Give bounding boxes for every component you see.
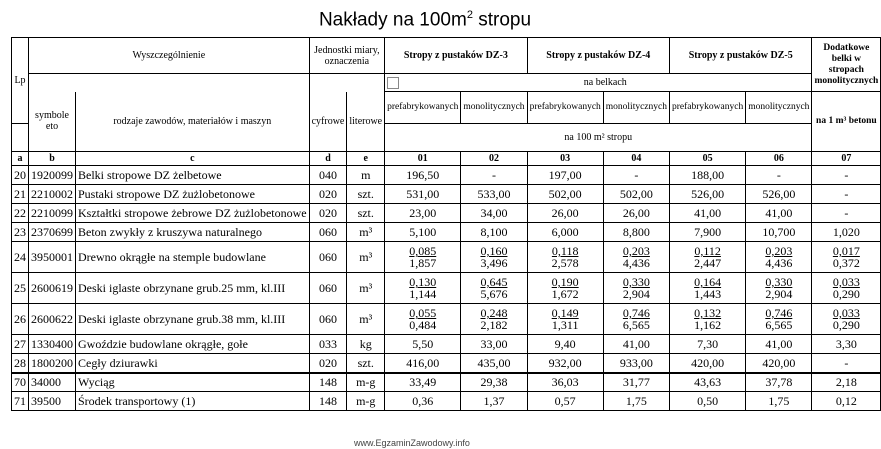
row-symbol: 2210002 [29,185,76,204]
value-bottom: 3,496 [480,256,508,270]
header-dz4: Stropy z pustaków DZ-4 [527,38,669,74]
row-lp: 71 [12,392,29,411]
row-description: Deski iglaste obrzynane grub.25 mm, kl.III [76,273,310,304]
row-value [461,273,527,304]
column-letter: 07 [812,152,881,166]
row-description: Wyciąg [76,373,310,392]
table-row [12,373,881,392]
row-description: Cegły dziurawki [76,354,310,373]
column-letter: 02 [461,152,527,166]
row-unit-code: 060 [309,304,347,335]
table-row [12,304,881,335]
value-bottom: 0,372 [832,256,860,270]
row-lp: 25 [12,273,29,304]
watermark: www.EgzaminZawodowy.info [354,438,470,448]
norms-table [11,37,881,411]
row-value: 0,50 [670,392,746,411]
value-top: 0,746 [622,306,650,320]
row-lp: 27 [12,335,29,354]
row-value: 41,00 [746,204,812,223]
row-unit-letter: szt. [347,354,385,373]
header-monolit-dz3: monolitycznych [461,92,527,124]
row-value: 420,00 [746,354,812,373]
row-value: - [746,166,812,185]
row-value [461,304,527,335]
value-top: 0,160 [480,244,508,258]
row-unit-letter: m-g [347,392,385,411]
row-value: 41,00 [746,335,812,354]
column-letter: b [29,152,76,166]
page-title: Nakłady na $100m^2$ stropu [318,9,532,31]
row-value: 5,100 [385,223,461,242]
value-top: 0,130 [409,275,437,289]
header-na100: na 100 m² stropu [385,124,812,152]
row-unit-letter: kg [347,335,385,354]
stamp-icon [387,77,399,89]
row-symbol: 1330400 [29,335,76,354]
row-unit-code: 060 [309,223,347,242]
value-bottom: 2,182 [480,318,508,332]
row-lp: 28 [12,354,29,373]
row-value: 26,00 [527,204,603,223]
value-bottom: 0,484 [409,318,437,332]
row-symbol: 3950001 [29,242,76,273]
header-wyszczegolnienie: Wyszczególnienie [29,38,310,74]
row-unit-code: 040 [309,166,347,185]
row-value: 8,800 [603,223,669,242]
row-unit-letter: m [347,166,385,185]
table-row [12,204,881,223]
row-value: 0,57 [527,392,603,411]
table-row [12,335,881,354]
value-bottom: 1,144 [409,287,437,301]
value-top: 0,330 [622,275,650,289]
row-unit-code: 033 [309,335,347,354]
value-bottom: 2,904 [622,287,650,301]
value-top: 0,203 [622,244,650,258]
value-top: 0,017 [832,244,860,258]
row-value: 34,00 [461,204,527,223]
row-value: 196,50 [385,166,461,185]
column-letter: 03 [527,152,603,166]
column-letter: e [347,152,385,166]
table-row [12,223,881,242]
value-bottom: 1,311 [551,318,579,332]
value-bottom: 1,857 [409,256,437,270]
row-value: 9,40 [527,335,603,354]
row-unit-code: 148 [309,373,347,392]
column-letter: 06 [746,152,812,166]
row-description: Kształtki stropowe żebrowe DZ żużlobetonowe [76,204,310,223]
row-value: 416,00 [385,354,461,373]
row-value: 933,00 [603,354,669,373]
header-rodzaje: rodzaje zawodów, materiałów i maszyn [76,92,310,152]
value-top: 0,118 [551,244,579,258]
row-unit-letter: szt. [347,185,385,204]
row-unit-code: 060 [309,242,347,273]
value-top: 0,248 [480,306,508,320]
row-value: 8,100 [461,223,527,242]
header-dz5: Stropy z pustaków DZ-5 [670,38,812,74]
row-value: 26,00 [603,204,669,223]
row-value: 1,75 [746,392,812,411]
row-value [603,273,669,304]
row-value [812,242,881,273]
row-unit-letter: m³ [347,273,385,304]
row-symbol: 2600619 [29,273,76,304]
row-description: Belki stropowe DZ żelbetowe [76,166,310,185]
row-unit-code: 148 [309,392,347,411]
value-bottom: 2,447 [694,256,722,270]
column-letter: c [76,152,310,166]
row-value: - [603,166,669,185]
row-value [527,242,603,273]
row-value [527,304,603,335]
row-value: 3,30 [812,335,881,354]
row-lp: 20 [12,166,29,185]
value-top: 0,149 [551,306,579,320]
row-value: 2,18 [812,373,881,392]
header-prefab-dz3: prefabrykowanych [385,92,461,124]
row-value: - [812,204,881,223]
row-value [670,304,746,335]
row-description: Beton zwykły z kruszywa naturalnego [76,223,310,242]
row-symbol: 2600622 [29,304,76,335]
row-symbol: 2210099 [29,204,76,223]
value-top: 0,190 [551,275,579,289]
header-na1m3: na 1 m³ betonu [812,92,881,152]
header-literowe: literowe [347,92,385,152]
value-bottom: 0,290 [832,318,860,332]
row-value: 33,00 [461,335,527,354]
row-value: 502,00 [527,185,603,204]
row-lp: 23 [12,223,29,242]
row-description: Gwoździe budowlane okrągłe, gołe [76,335,310,354]
value-top: 0,330 [765,275,793,289]
row-value: 31,77 [603,373,669,392]
header-jednostki: Jednostki miary, oznaczenia [309,38,385,74]
row-value: 197,00 [527,166,603,185]
row-lp: 22 [12,204,29,223]
row-value [603,242,669,273]
row-value [746,273,812,304]
row-value [812,273,881,304]
row-unit-code: 060 [309,273,347,304]
value-top: 0,033 [832,275,860,289]
row-value: - [812,354,881,373]
row-value: 41,00 [670,204,746,223]
row-value: 41,00 [603,335,669,354]
row-value [603,304,669,335]
table-row [12,273,881,304]
value-bottom: 1,443 [694,287,722,301]
row-unit-code: 020 [309,204,347,223]
row-value: 531,00 [385,185,461,204]
value-top: 0,055 [409,306,437,320]
row-description: Deski iglaste obrzynane grub.38 mm, kl.III [76,304,310,335]
row-value: 23,00 [385,204,461,223]
value-bottom: 2,578 [551,256,579,270]
header-symbole: symbole eto [29,92,76,152]
table-row [12,185,881,204]
header-monolit-dz4: monolitycznych [603,92,669,124]
row-value: 526,00 [670,185,746,204]
header-dz3: Stropy z pustaków DZ-3 [385,38,527,74]
table-row [12,242,881,273]
value-bottom: 1,672 [551,287,579,301]
row-value: 5,50 [385,335,461,354]
value-top: 0,112 [694,244,721,258]
value-bottom: 4,436 [622,256,650,270]
value-bottom: 2,904 [765,287,793,301]
value-top: 0,033 [832,306,860,320]
row-value [812,304,881,335]
row-unit-letter: m³ [347,304,385,335]
value-top: 0,164 [694,275,722,289]
row-value [746,242,812,273]
row-value: 0,12 [812,392,881,411]
row-symbol: 1920099 [29,166,76,185]
row-unit-code: 020 [309,354,347,373]
column-letter: 01 [385,152,461,166]
row-value [670,242,746,273]
row-value: - [461,166,527,185]
row-unit-code: 020 [309,185,347,204]
value-top: 0,203 [765,244,793,258]
value-bottom: 6,565 [622,318,650,332]
row-lp: 26 [12,304,29,335]
row-value: 420,00 [670,354,746,373]
header-lp: Lp [12,38,29,124]
header-prefab-dz5: prefabrykowanych [670,92,746,124]
row-value: 37,78 [746,373,812,392]
row-unit-letter: m³ [347,223,385,242]
row-value: 43,63 [670,373,746,392]
row-value [670,273,746,304]
row-value: 435,00 [461,354,527,373]
row-unit-letter: m-g [347,373,385,392]
row-value [746,304,812,335]
row-value: 10,700 [746,223,812,242]
row-description: Pustaki stropowe DZ żużlobetonowe [76,185,310,204]
header-dodatkowe: Dodatkowe belki w stropach monolitycznych [812,38,881,92]
column-letter: a [12,152,29,166]
value-top: 0,746 [765,306,793,320]
header-prefab-dz4: prefabrykowanych [527,92,603,124]
row-value: 502,00 [603,185,669,204]
value-bottom: 0,290 [832,287,860,301]
row-value: 533,00 [461,185,527,204]
column-letter: 04 [603,152,669,166]
value-bottom: 6,565 [765,318,793,332]
row-value [385,304,461,335]
row-value: 7,900 [670,223,746,242]
header-na-belkach: na belkach [385,74,812,92]
value-top: 0,645 [480,275,508,289]
row-value: - [812,166,881,185]
row-symbol: 1800200 [29,354,76,373]
table-row [12,354,881,373]
row-value: 932,00 [527,354,603,373]
row-value: - [812,185,881,204]
row-value: 33,49 [385,373,461,392]
column-letter: d [309,152,347,166]
row-lp: 70 [12,373,29,392]
row-value: 1,37 [461,392,527,411]
value-bottom: 1,162 [694,318,722,332]
row-unit-letter: m³ [347,242,385,273]
table-row [12,392,881,411]
row-value: 29,38 [461,373,527,392]
row-value: 526,00 [746,185,812,204]
row-value [461,242,527,273]
row-value [385,273,461,304]
value-top: 0,132 [694,306,722,320]
row-symbol: 2370699 [29,223,76,242]
row-value: 1,020 [812,223,881,242]
value-bottom: 5,676 [480,287,508,301]
column-letters-row [12,152,881,166]
row-value: 7,30 [670,335,746,354]
row-symbol: 39500 [29,392,76,411]
row-value: 1,75 [603,392,669,411]
row-value [527,273,603,304]
row-value: 0,36 [385,392,461,411]
value-top: 0,085 [409,244,437,258]
row-description: Środek transportowy (1) [76,392,310,411]
row-value: 6,000 [527,223,603,242]
row-value: 188,00 [670,166,746,185]
row-description: Drewno okrągłe na stemple budowlane [76,242,310,273]
header-cyfrowe: cyfrowe [309,92,347,152]
value-bottom: 4,436 [765,256,793,270]
header-monolit-dz5: monolitycznych [746,92,812,124]
row-lp: 24 [12,242,29,273]
row-symbol: 34000 [29,373,76,392]
table-row [12,166,881,185]
row-unit-letter: szt. [347,204,385,223]
column-letter: 05 [670,152,746,166]
row-lp: 21 [12,185,29,204]
row-value [385,242,461,273]
row-value: 36,03 [527,373,603,392]
